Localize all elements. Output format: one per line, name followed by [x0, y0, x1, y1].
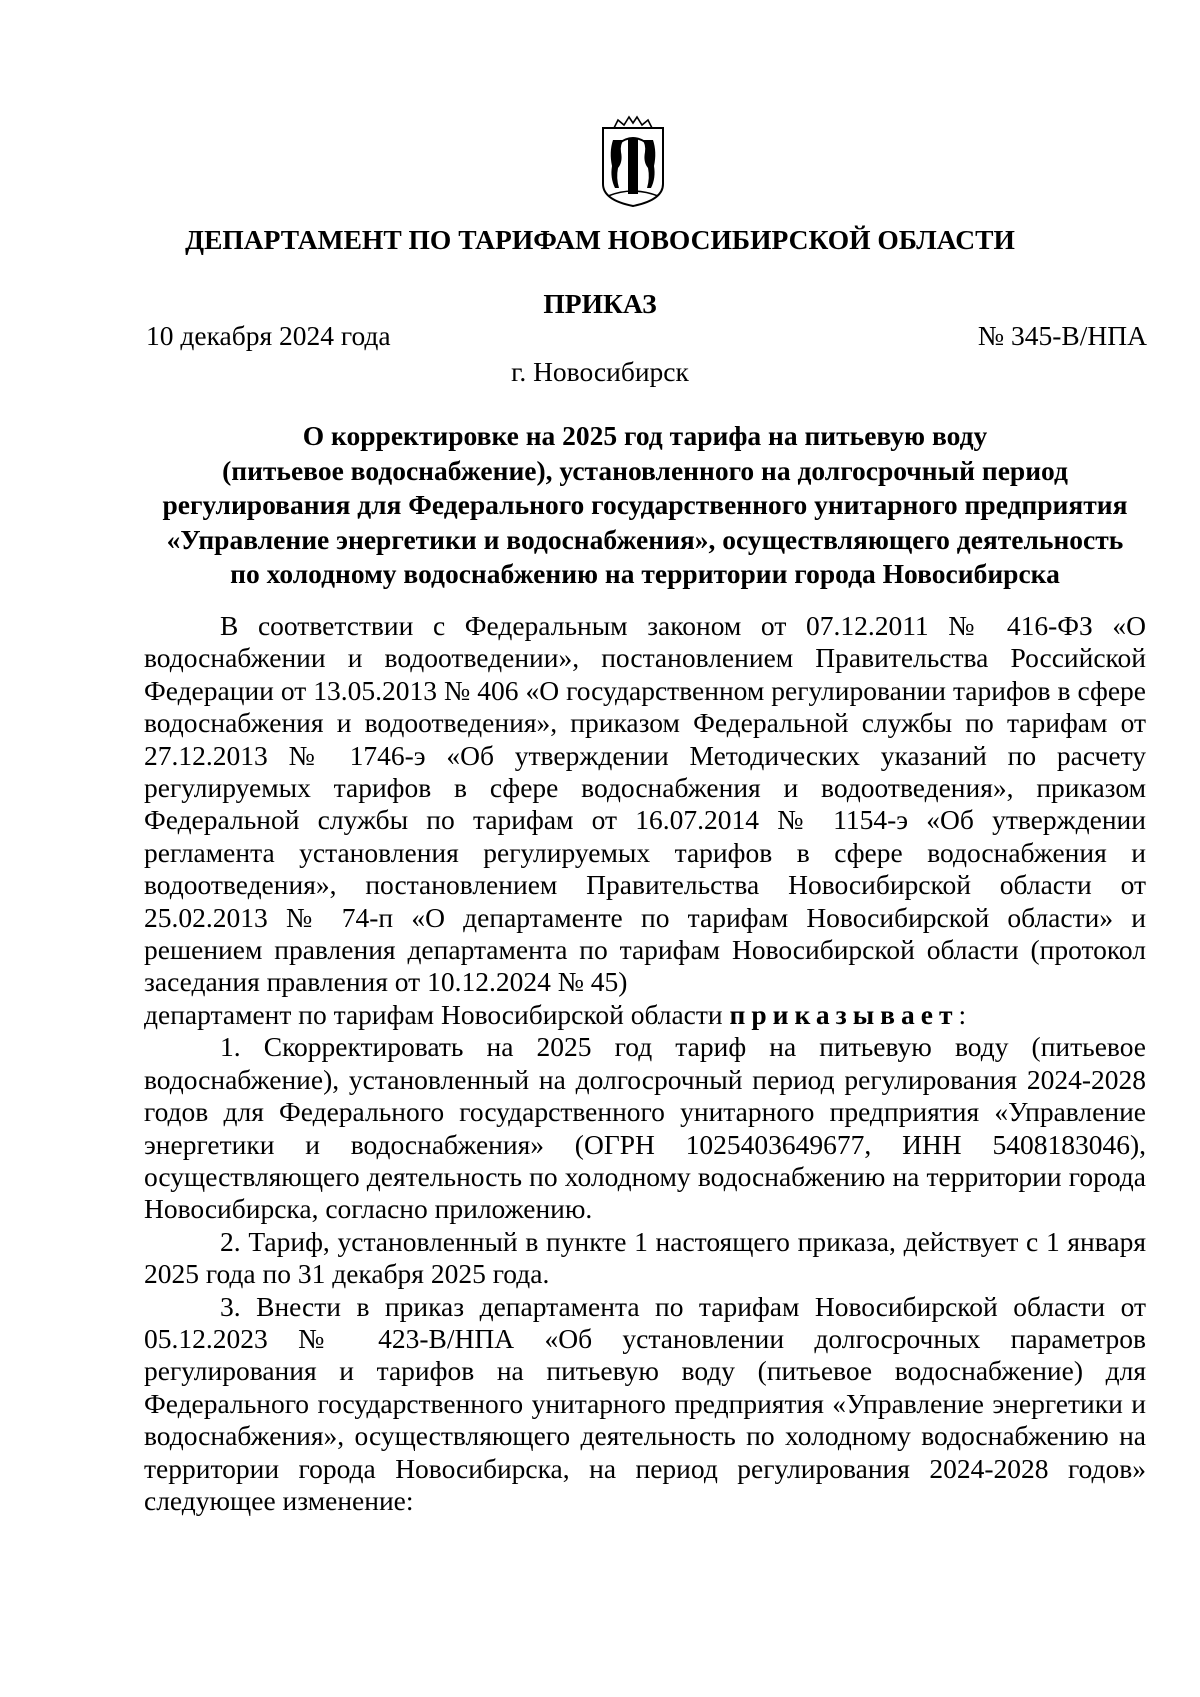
item-1-paragraph: 1. Скорректировать на 2025 год тариф на питьевую воду (питьевое водоснабжение), установленный на долгосрочный период регулирования 2024-2028 годов для Федерального государственного унитарного предприятия «Управление энергетики и водоснабжения» (ОГРН 1025403649677, ИНН 5408183046), осуществляющего деятельность по холодному водоснабжению на территории города Новосибирска, согласно приложению. — [144, 1031, 1146, 1225]
title-line: по холодному водоснабжению на территории города Новосибирска — [230, 558, 1060, 589]
decree-line — [144, 999, 1146, 1031]
document-date: 10 декабря 2024 года — [146, 320, 391, 351]
department-name: ДЕПАРТАМЕНТ ПО ТАРИФАМ НОВОСИБИРСКОЙ ОБЛАСТИ — [185, 224, 1015, 255]
decree-colon: : — [958, 998, 967, 1030]
document-number: № 345-В/НПА — [977, 320, 1147, 351]
title-line: (питьевое водоснабжение), установленного на долгосрочный период — [222, 454, 1068, 486]
title-line: «Управление энергетики и водоснабжения», осуществляющего деятельность — [166, 523, 1124, 555]
title-line: регулирования для Федерального государственного унитарного предприятия — [162, 489, 1128, 520]
document-body — [144, 610, 1146, 1517]
decree-word: приказывает — [729, 998, 959, 1030]
decree-intro: департамент по тарифам Новосибирской области — [144, 998, 730, 1030]
document-city: г. Новосибирск — [511, 356, 689, 387]
preamble-paragraph: В соответствии с Федеральным законом от 07.12.2011 № 416-ФЗ «О водоснабжении и водоотведении», постановлением Правительства Российской Федерации от 13.05.2013 № 406 «О государственном регулировании тарифов в сфере водоснабжения и водоотведения», приказом Федеральной службы по тарифам от 27.12.2013 № 1746-э «Об утверждении Методических указаний по расчету регулируемых тарифов в сфере водоснабжения и водоотведения», приказом Федеральной службы по тарифам от 16.07.2014 № 1154-э «Об утверждении регламента установления регулируемых тарифов в сфере водоснабжения и водоотведения», постановлением Правительства Новосибирской области от 25.02.2013 № 74-п «О департаменте по тарифам Новосибирской области» и решением правления департамента по тарифам Новосибирской области (протокол заседания правления от 10.12.2024 № 45) — [144, 610, 1146, 998]
document-type: ПРИКАЗ — [543, 288, 657, 319]
item-2-paragraph: 2. Тариф, установленный в пункте 1 настоящего приказа, действует с 1 января 2025 года по 31 декабря 2025 года. — [144, 1225, 1146, 1290]
document-title — [140, 419, 1150, 592]
item-3-paragraph: 3. Внести в приказ департамента по тарифам Новосибирской области от 05.12.2023 № 423-В/НПА «Об установлении долгосрочных параметров регулирования и тарифов на питьевую воду (питьевое водоснабжение) для Федерального государственного унитарного предприятия «Управление энергетики и водоснабжения», осуществляющего деятельность по холодному водоснабжению на территории города Новосибирска, на период регулирования 2024-2028 годов» следующее изменение: — [144, 1290, 1146, 1516]
title-line: О корректировке на 2025 год тарифа на питьевую воду — [302, 420, 988, 451]
coat-of-arms-icon — [600, 114, 666, 208]
